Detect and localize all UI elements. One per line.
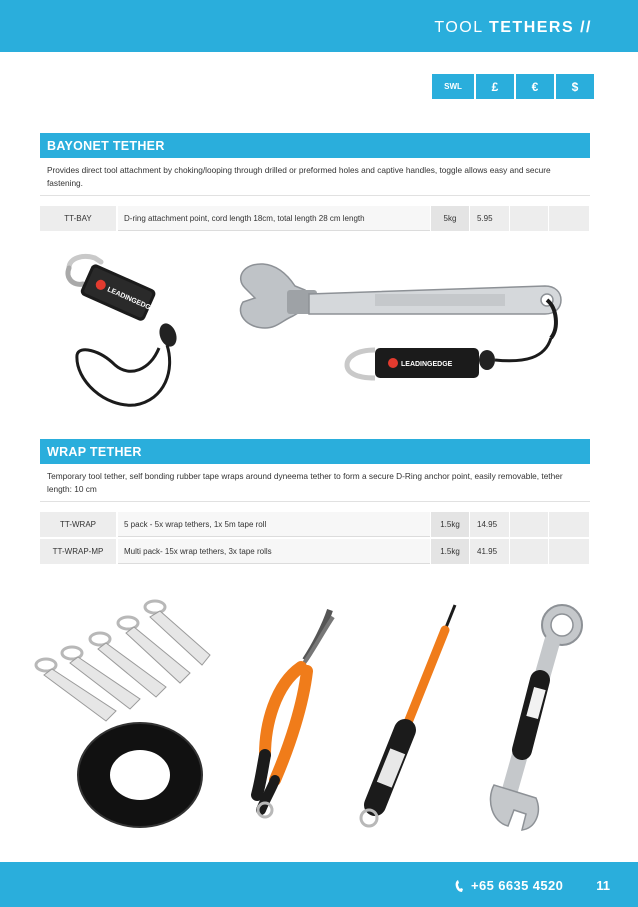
spanner-photo xyxy=(470,600,590,835)
page-title: TOOL TETHERS // xyxy=(434,19,592,36)
product-price-gbp: 41.95 xyxy=(470,539,509,564)
product-code: TT-WRAP-MP xyxy=(40,539,116,564)
page-header xyxy=(0,0,638,52)
product-price-usd xyxy=(549,206,589,231)
eur-column-label: € xyxy=(516,74,554,99)
product-price-usd xyxy=(549,512,589,537)
brand-label: LEADINGEDGE xyxy=(106,286,156,314)
product-swl: 1.5kg xyxy=(431,539,469,564)
product-row xyxy=(40,206,590,231)
bayonet-tether-section xyxy=(40,133,590,231)
product-description: D-ring attachment point, cord length 18cm, total length 28 cm length xyxy=(118,206,430,231)
product-swl: 1.5kg xyxy=(431,512,469,537)
product-price-gbp: 14.95 xyxy=(470,512,509,537)
wrap-tether-pack-photo xyxy=(30,595,220,835)
page-footer xyxy=(0,862,638,907)
product-code: TT-BAY xyxy=(40,206,116,231)
screwdriver-photo xyxy=(345,600,465,830)
usd-column-label: $ xyxy=(556,74,594,99)
product-price-usd xyxy=(549,539,589,564)
product-description: 5 pack - 5x wrap tethers, 1x 5m tape roll xyxy=(118,512,430,537)
d-ring-icon xyxy=(347,350,375,378)
section-description: Temporary tool tether, self bonding rubber tape wraps around dyneema tether to form a secure D-Ring anchor point, easily removable, tether length: 10 cm xyxy=(40,464,590,502)
gbp-column-label: £ xyxy=(476,74,514,99)
wrench-with-tether-photo xyxy=(225,258,590,398)
page-number: 11 xyxy=(596,878,610,893)
swl-column-label: SWL xyxy=(432,74,474,99)
pliers-photo xyxy=(235,605,345,825)
product-description: Multi pack- 15x wrap tethers, 3x tape rolls xyxy=(118,539,430,564)
brand-label: LEADINGEDGE xyxy=(401,361,453,368)
price-column-header xyxy=(430,74,594,99)
product-code: TT-WRAP xyxy=(40,512,116,537)
product-price-eur xyxy=(510,539,548,564)
section-title: WRAP TETHER xyxy=(40,439,590,464)
product-row xyxy=(40,539,590,564)
phone-icon xyxy=(455,879,465,893)
section-title: BAYONET TETHER xyxy=(40,133,590,158)
footer-phone: +65 6635 4520 xyxy=(455,878,563,893)
product-swl: 5kg xyxy=(431,206,469,231)
product-price-eur xyxy=(510,206,548,231)
product-price-gbp: 5.95 xyxy=(470,206,509,231)
section-description: Provides direct tool attachment by choking/looping through drilled or preformed holes and captive handles, toggle allows easy and secure fastening. xyxy=(40,158,590,196)
product-row xyxy=(40,512,590,537)
wrap-tether-section xyxy=(40,439,590,564)
product-price-eur xyxy=(510,512,548,537)
bayonet-tether-photo xyxy=(55,250,215,415)
